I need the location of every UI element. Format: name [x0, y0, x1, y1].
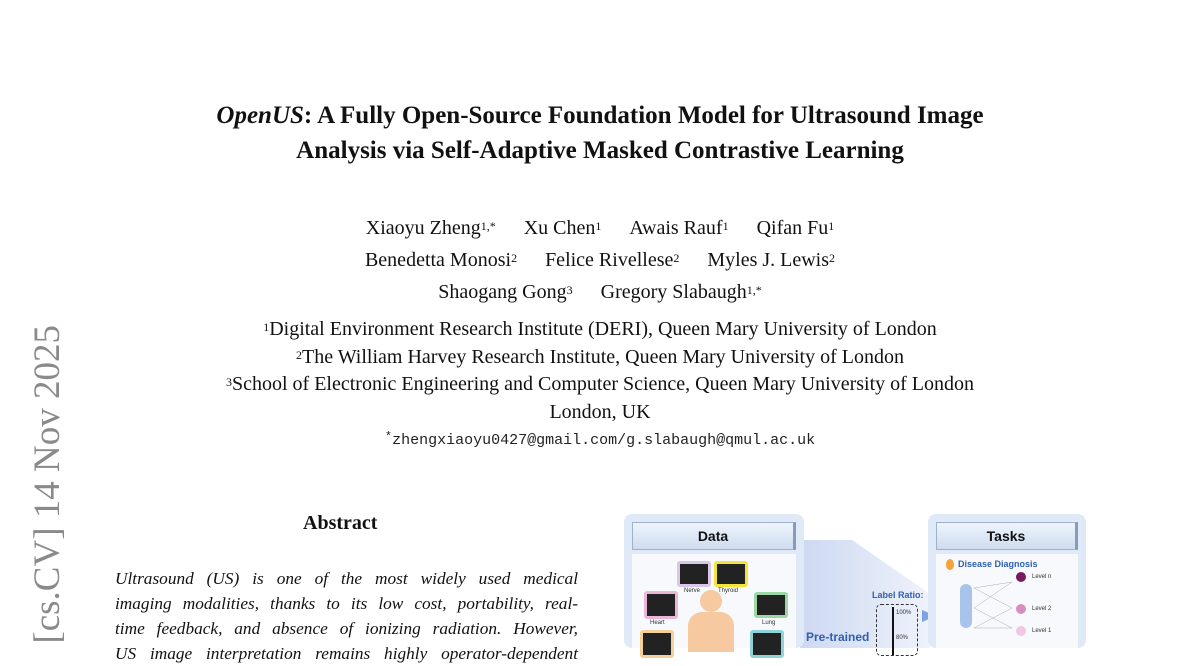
abstract-line: Ultrasound (US) is one of the most widely used medical	[115, 569, 578, 588]
level-node-icon	[1016, 604, 1026, 614]
level-label: Level 2	[1032, 606, 1052, 612]
tasks-panel	[928, 514, 1086, 648]
author-affiliation-mark: 1,*	[746, 283, 762, 297]
heart-image	[644, 591, 678, 619]
tasks-panel-body	[936, 554, 1078, 648]
affiliation	[0, 371, 1200, 399]
organ-label: Thyroid	[718, 588, 739, 594]
task-disease-diagnosis: Disease Diagnosis	[958, 559, 1038, 569]
author-affiliation-mark: 3	[566, 283, 573, 297]
author: Myles J. Lewis	[707, 249, 830, 271]
author-entry	[524, 217, 602, 239]
author-entry	[366, 217, 496, 239]
ratio-value: 80%	[896, 635, 909, 641]
email-footnote-mark: *	[384, 430, 393, 444]
author-affiliation-mark: 1,*	[480, 219, 496, 233]
title-line1: : A Fully Open-Source Foundation Model for Ultrasound Image	[303, 102, 984, 129]
lung-image	[754, 592, 788, 618]
abstract-line: imaging modalities, thanks to its low cost, portability, real-	[115, 594, 578, 613]
data-panel	[624, 514, 804, 648]
affiliation	[0, 316, 1200, 344]
author-entry	[757, 217, 835, 239]
overview-figure	[620, 510, 1090, 648]
email-text: zhengxiaoyu0427@gmail.com/g.slabaugh@qmul.ac.uk	[392, 432, 816, 449]
level-node-icon	[1016, 626, 1026, 636]
author-affiliation-mark: 2	[511, 251, 518, 265]
affiliation-mark: 2	[296, 347, 302, 362]
author: Awais Rauf	[629, 217, 723, 239]
author-affiliation-mark: 2	[829, 251, 836, 265]
organ-label: Lung	[762, 620, 776, 626]
fire-icon	[946, 559, 954, 570]
human-torso-icon	[688, 612, 734, 652]
author-affiliation-mark: 2	[673, 251, 680, 265]
author-affiliation-mark: 1	[595, 219, 602, 233]
paper-title	[0, 98, 1200, 168]
author: Felice Rivellese	[545, 249, 674, 271]
title-line2: Analysis via Self-Adaptive Masked Contrastive Learning	[296, 137, 904, 164]
affiliation-text: The William Harvey Research Institute, Queen Mary University of London	[302, 345, 904, 368]
label-ratio-label: Label Ratio:	[872, 590, 924, 600]
data-panel-body	[632, 554, 796, 648]
title-model-name: OpenUS	[216, 102, 304, 129]
author: Benedetta Monosi	[364, 249, 512, 271]
abstract-heading: Abstract	[303, 512, 378, 534]
affiliations	[0, 316, 1200, 426]
author: Shaogang Gong	[438, 281, 567, 303]
affiliation	[0, 399, 1200, 427]
arxiv-stamp: [cs.CV] 14 Nov 2025	[27, 325, 68, 644]
level-label: Level 1	[1032, 628, 1052, 634]
author-affiliation-mark: 1	[722, 219, 729, 233]
tasks-panel-title: Tasks	[936, 522, 1078, 550]
thyroid-image	[714, 561, 748, 587]
author: Xiaoyu Zheng	[365, 217, 481, 239]
affiliation-mark: 3	[225, 375, 232, 389]
level-node-icon	[1016, 572, 1026, 582]
ratio-value: 100%	[896, 610, 912, 616]
author: Qifan Fu	[756, 217, 829, 239]
abstract-line: time feedback, and absence of ionizing radiation. However,	[115, 619, 578, 638]
encoder-block	[960, 584, 972, 628]
author: Gregory Slabaugh	[600, 281, 747, 303]
level-label: Level n	[1032, 574, 1052, 580]
organ-label: Heart	[650, 620, 665, 626]
author-entry	[438, 281, 572, 303]
author: Xu Chen	[523, 217, 596, 239]
organ-label: Nerve	[684, 588, 701, 594]
human-body-icon	[700, 590, 722, 612]
author-entry	[629, 217, 728, 239]
author-affiliation-mark: 1	[828, 219, 835, 233]
affiliation-mark: 1	[263, 320, 270, 334]
pretrained-label: Pre-trained	[806, 630, 870, 644]
affiliation-text: School of Electronic Engineering and Computer Science, Queen Mary University of London	[231, 373, 975, 395]
label-ratio-box	[876, 604, 918, 656]
affiliation-text: London, UK	[549, 400, 651, 423]
abstract-body	[115, 566, 578, 666]
nerve-image	[677, 561, 711, 587]
contact-email	[0, 432, 1200, 449]
author-entry	[707, 249, 835, 271]
affiliation-text: Digital Environment Research Institute (DERI), Queen Mary University of London	[269, 318, 937, 340]
abstract-line: US image interpretation remains highly operator-dependent	[115, 644, 578, 663]
network-connections	[974, 578, 1014, 638]
data-panel-title: Data	[632, 522, 796, 550]
ultrasound-image	[640, 630, 674, 658]
author-entry	[601, 281, 762, 303]
ultrasound-image	[750, 630, 784, 658]
author-entry	[365, 249, 517, 271]
author-row	[0, 212, 1200, 244]
author-list	[0, 212, 1200, 308]
author-row	[0, 276, 1200, 308]
author-entry	[545, 249, 679, 271]
author-row	[0, 244, 1200, 276]
affiliation	[0, 344, 1200, 372]
